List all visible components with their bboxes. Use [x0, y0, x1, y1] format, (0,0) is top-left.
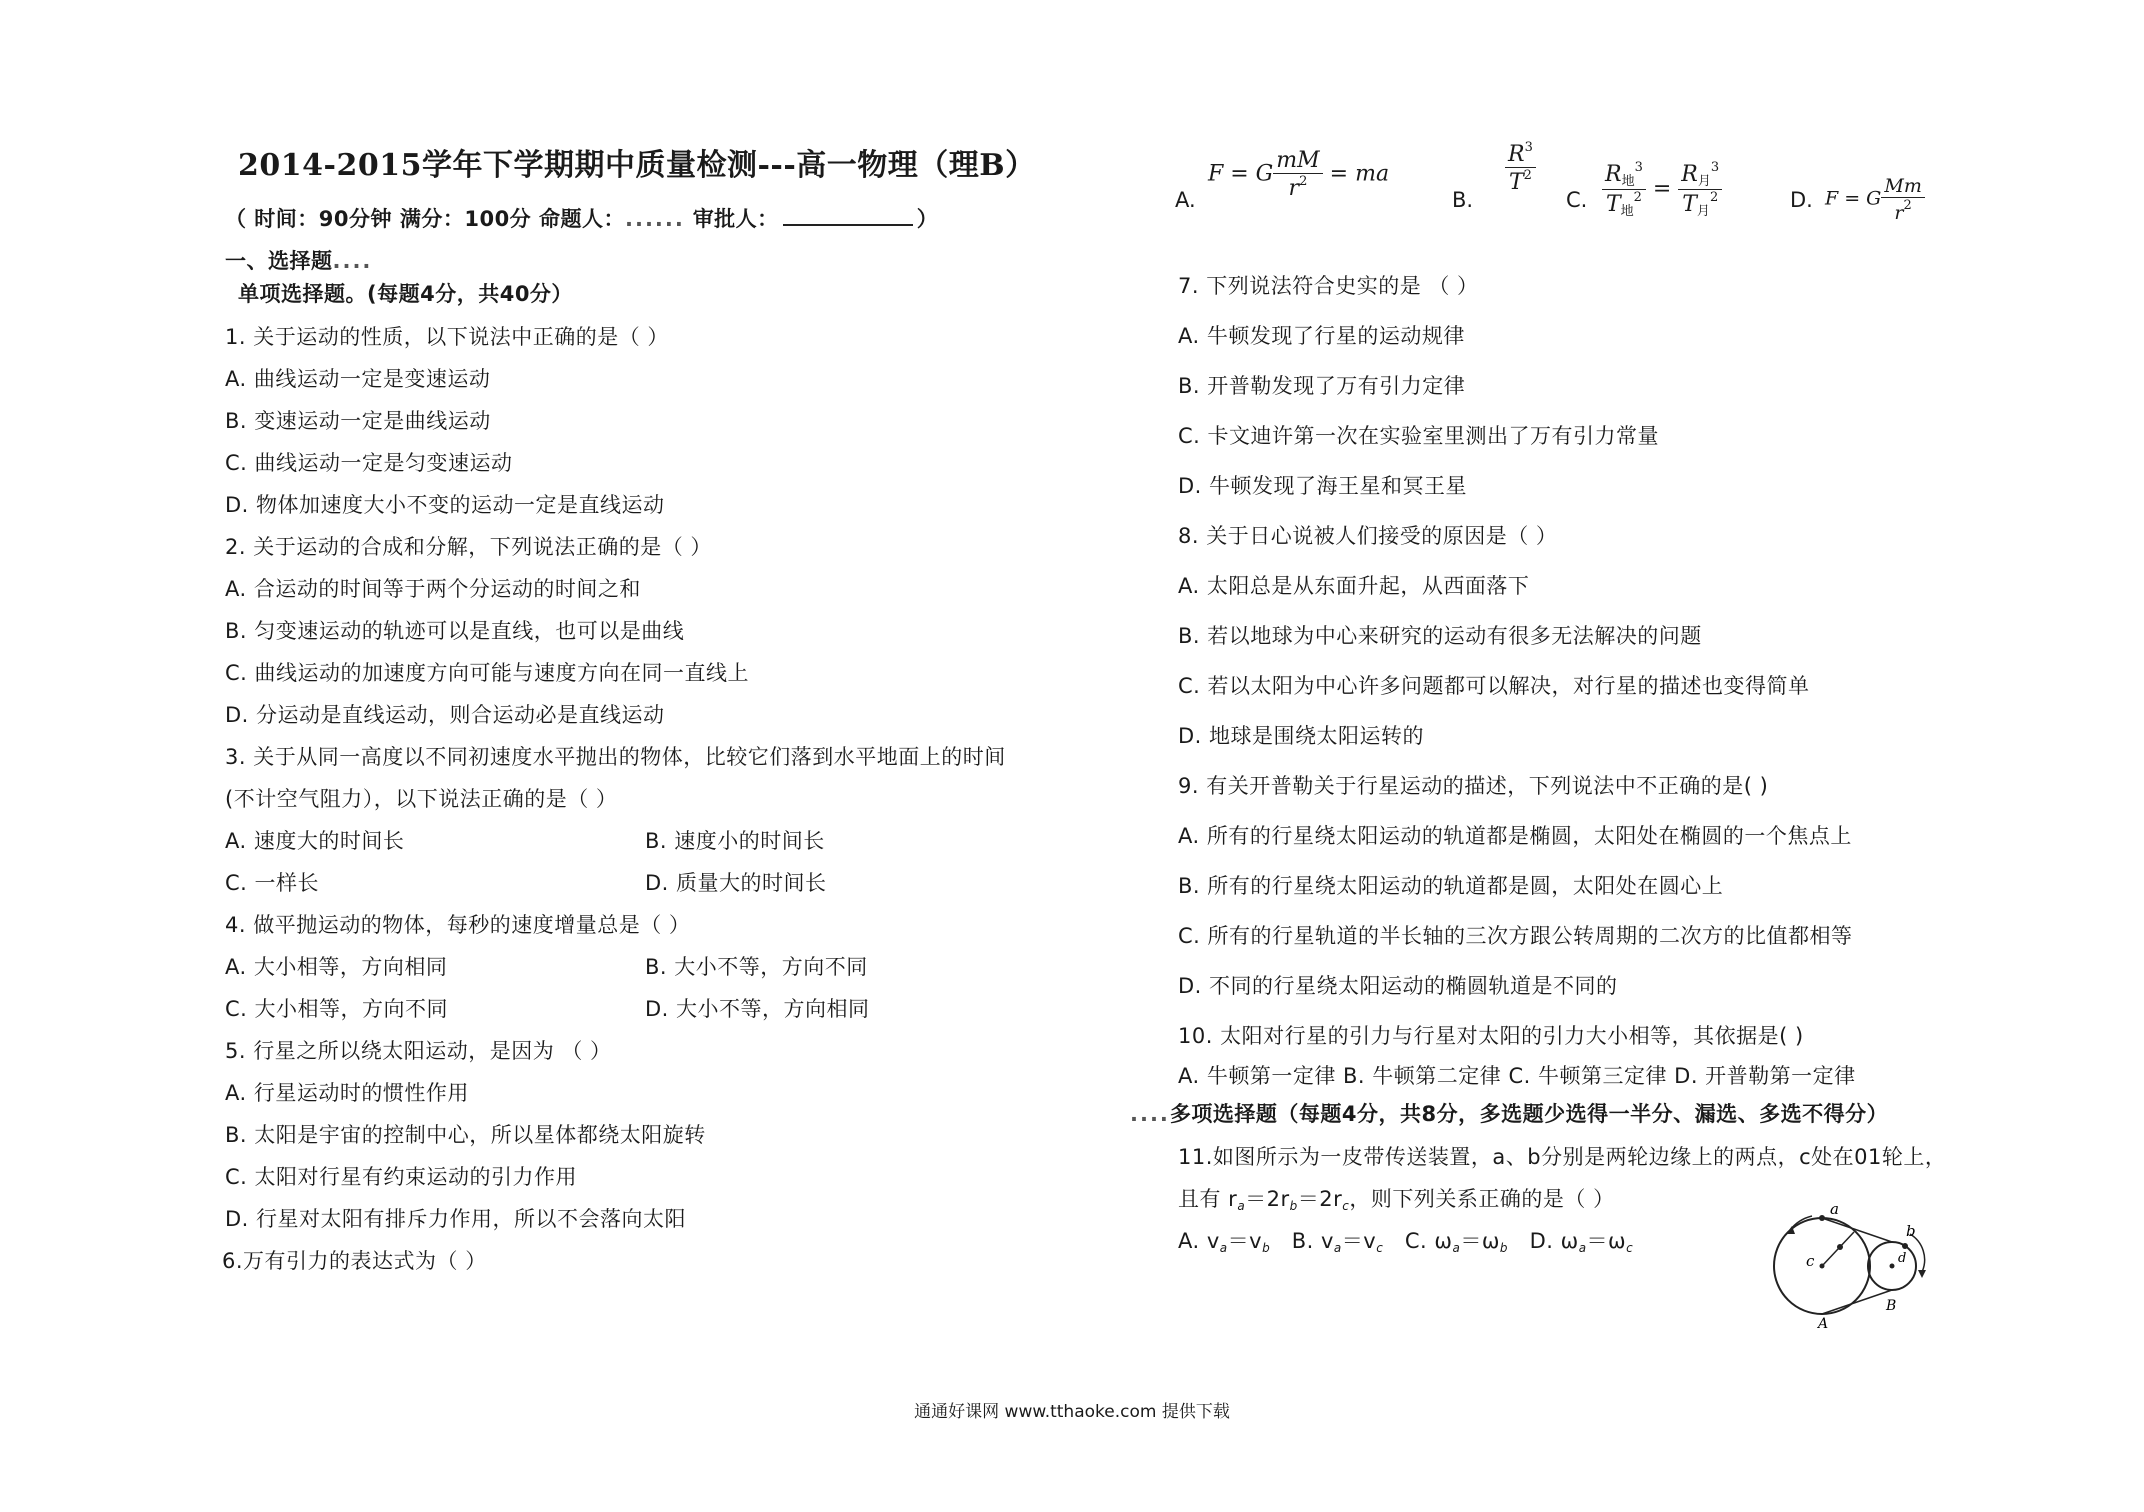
belt-top [1822, 1218, 1892, 1242]
formula-c: $\frac{R_地^3}{T_地^2}$ = $\frac{R_月^3}{T_月^2}$ [1602, 160, 1722, 219]
option-line: C. 一样长 [225, 871, 320, 895]
option-line: B. 大小不等，方向不同 [645, 955, 868, 979]
arrow-head-icon [1918, 1270, 1926, 1278]
option-line: C. 大小相等，方向不同 [225, 997, 449, 1021]
q11-option-b: B. v [1291, 1229, 1334, 1253]
point-c [1837, 1244, 1843, 1250]
question-line: 2. 关于运动的合成和分解，下列说法正确的是（ ） [225, 535, 712, 559]
option-line: A. 所有的行星绕太阳运动的轨道都是椭圆，太阳处在椭圆的一个焦点上 [1178, 824, 1852, 848]
option-line: D. 牛顿发现了海王星和冥王星 [1178, 474, 1468, 498]
section-dots: .... [1130, 1102, 1170, 1126]
option-line: B. 速度小的时间长 [645, 829, 825, 853]
question-line: 4. 做平抛运动的物体，每秒的速度增量总是（ ） [225, 913, 691, 937]
label-wheel-A: A [1818, 1316, 1829, 1330]
option-b-label: B. [1452, 188, 1474, 212]
option-line: A. 行星运动时的惯性作用 [225, 1081, 469, 1105]
author-dots: ...... [625, 207, 685, 231]
label-d: d [1898, 1251, 1907, 1266]
option-line: D. 不同的行星绕太阳运动的椭圆轨道是不同的 [1178, 974, 1618, 998]
label-c: c [1806, 1252, 1815, 1270]
option-line: C. 所有的行星轨道的半长轴的三次方跟公转周期的二次方的比值都相等 [1178, 924, 1853, 948]
meta-close: ） [916, 207, 939, 231]
formula-b: $\frac{R^3}{T^2}$ [1505, 140, 1536, 195]
belt-bottom [1822, 1290, 1892, 1314]
section-dots: .... [332, 249, 373, 273]
option-line: B. 若以地球为中心来研究的运动有很多无法解决的问题 [1178, 624, 1702, 648]
question-line: 7. 下列说法符合史实的是 （ ） [1178, 274, 1479, 298]
point-b [1902, 1243, 1908, 1249]
section-heading [225, 245, 372, 275]
option-line: A. va＝vb B. va＝vc C. ωa＝ωb D. ωa＝ωc [1178, 1229, 1634, 1255]
option-line: B. 太阳是宇宙的控制中心，所以星体都绕太阳旋转 [225, 1123, 706, 1147]
formula-a: F = G $\frac{mM}{r^2}$ = ma [1208, 148, 1390, 201]
option-line: A. 牛顿第一定律 B. 牛顿第二定律 C. 牛顿第三定律 D. 开普勒第一定律 [1178, 1064, 1856, 1088]
q11-option-d: D. ω [1529, 1229, 1579, 1253]
label-wheel-B: B [1886, 1298, 1897, 1314]
section-heading-text: 一、选择题 [225, 249, 333, 273]
option-d-label: D. [1790, 188, 1813, 212]
small-wheel-center [1890, 1264, 1895, 1269]
option-line: B. 所有的行星绕太阳运动的轨道都是圆，太阳处在圆心上 [1178, 874, 1724, 898]
option-line: B. 变速运动一定是曲线运动 [225, 409, 491, 433]
question-line: 11.如图所示为一皮带传送装置，a、b分别是两轮边缘上的两点，c处在01轮上， [1178, 1145, 1947, 1169]
formula-d: F = G $\frac{Mm}{r^2}$ [1825, 175, 1925, 224]
question-line: 3. 关于从同一高度以不同初速度水平抛出的物体，比较它们落到水平地面上的时间 [225, 745, 1006, 769]
option-line: A. 速度大的时间长 [225, 829, 405, 853]
q11-option-a: A. v [1178, 1229, 1220, 1253]
option-line: D. 分运动是直线运动，则合运动必是直线运动 [225, 703, 665, 727]
option-line: C. 若以太阳为中心许多问题都可以解决，对行星的描述也变得简单 [1178, 674, 1810, 698]
q11-option-c: C. ω [1404, 1229, 1453, 1253]
option-line: C. 曲线运动一定是匀变速运动 [225, 451, 513, 475]
option-a-label: A. [1175, 188, 1196, 212]
option-line: C. 曲线运动的加速度方向可能与速度方向在同一直线上 [225, 661, 750, 685]
option-line: D. 物体加速度大小不变的运动一定是直线运动 [225, 493, 665, 517]
exam-meta-info: （ 时间：90分钟 满分：100分 命题人： [225, 207, 625, 231]
question-line: 8. 关于日心说被人们接受的原因是（ ） [1178, 524, 1558, 548]
question-line: 且有 ra＝2rb＝2rc，则下列关系正确的是（ ） [1178, 1187, 1615, 1213]
option-line: C. 卡文迪许第一次在实验室里测出了万有引力常量 [1178, 424, 1660, 448]
option-line: A. 曲线运动一定是变速运动 [225, 367, 491, 391]
approver-label: 审批人： [692, 207, 779, 231]
question-line: 1. 关于运动的性质，以下说法中正确的是（ ） [225, 325, 669, 349]
option-line: D. 大小不等，方向相同 [645, 997, 870, 1021]
question-line: 9. 有关开普勒关于行星运动的描述，下列说法中不正确的是( ) [1178, 774, 1769, 798]
option-line: A. 牛顿发现了行星的运动规律 [1178, 324, 1465, 348]
option-line: B. 开普勒发现了万有引力定律 [1178, 374, 1466, 398]
option-line: A. 大小相等，方向相同 [225, 955, 448, 979]
option-line: A. 合运动的时间等于两个分运动的时间之和 [225, 577, 641, 601]
question-line: 6.万有引力的表达式为（ ） [222, 1249, 487, 1273]
multi-choice-heading [1130, 1098, 1888, 1128]
question-line: (不计空气阻力），以下说法正确的是（ ） [225, 787, 618, 811]
option-line: C. 太阳对行星有约束运动的引力作用 [225, 1165, 578, 1189]
option-line: D. 地球是围绕太阳运转的 [1178, 724, 1425, 748]
exam-meta [225, 203, 938, 233]
option-c-label: C. [1566, 188, 1588, 212]
multi-choice-heading-text: 多项选择题（每题4分，共8分，多选题少选得一半分、漏选、多选不得分） [1169, 1102, 1889, 1126]
question-line: 5. 行星之所以绕太阳运动，是因为 （ ） [225, 1039, 612, 1063]
question-line: 10. 太阳对行星的引力与行星对太阳的引力大小相等，其依据是( ) [1178, 1024, 1804, 1048]
point-a [1819, 1215, 1825, 1221]
q11-stem-prefix: 且有 r [1178, 1187, 1238, 1211]
option-line: D. 行星对太阳有排斥力作用，所以不会落向太阳 [225, 1207, 687, 1231]
label-b: b [1906, 1222, 1916, 1240]
page-title: 2014-2015学年下学期期中质量检测---高一物理（理B） [238, 148, 1036, 183]
belt-pulley-diagram [1760, 1200, 1930, 1330]
option-line: B. 匀变速运动的轨迹可以是直线，也可以是曲线 [225, 619, 685, 643]
single-choice-heading: 单项选择题。(每题4分，共40分） [238, 282, 573, 306]
option-line: D. 质量大的时间长 [645, 871, 827, 895]
label-a: a [1830, 1200, 1839, 1218]
footer-source: 通通好课网 www.tthaoke.com 提供下载 [914, 1402, 1230, 1422]
approver-blank[interactable] [783, 204, 913, 226]
option-line: A. 太阳总是从东面升起，从西面落下 [1178, 574, 1530, 598]
